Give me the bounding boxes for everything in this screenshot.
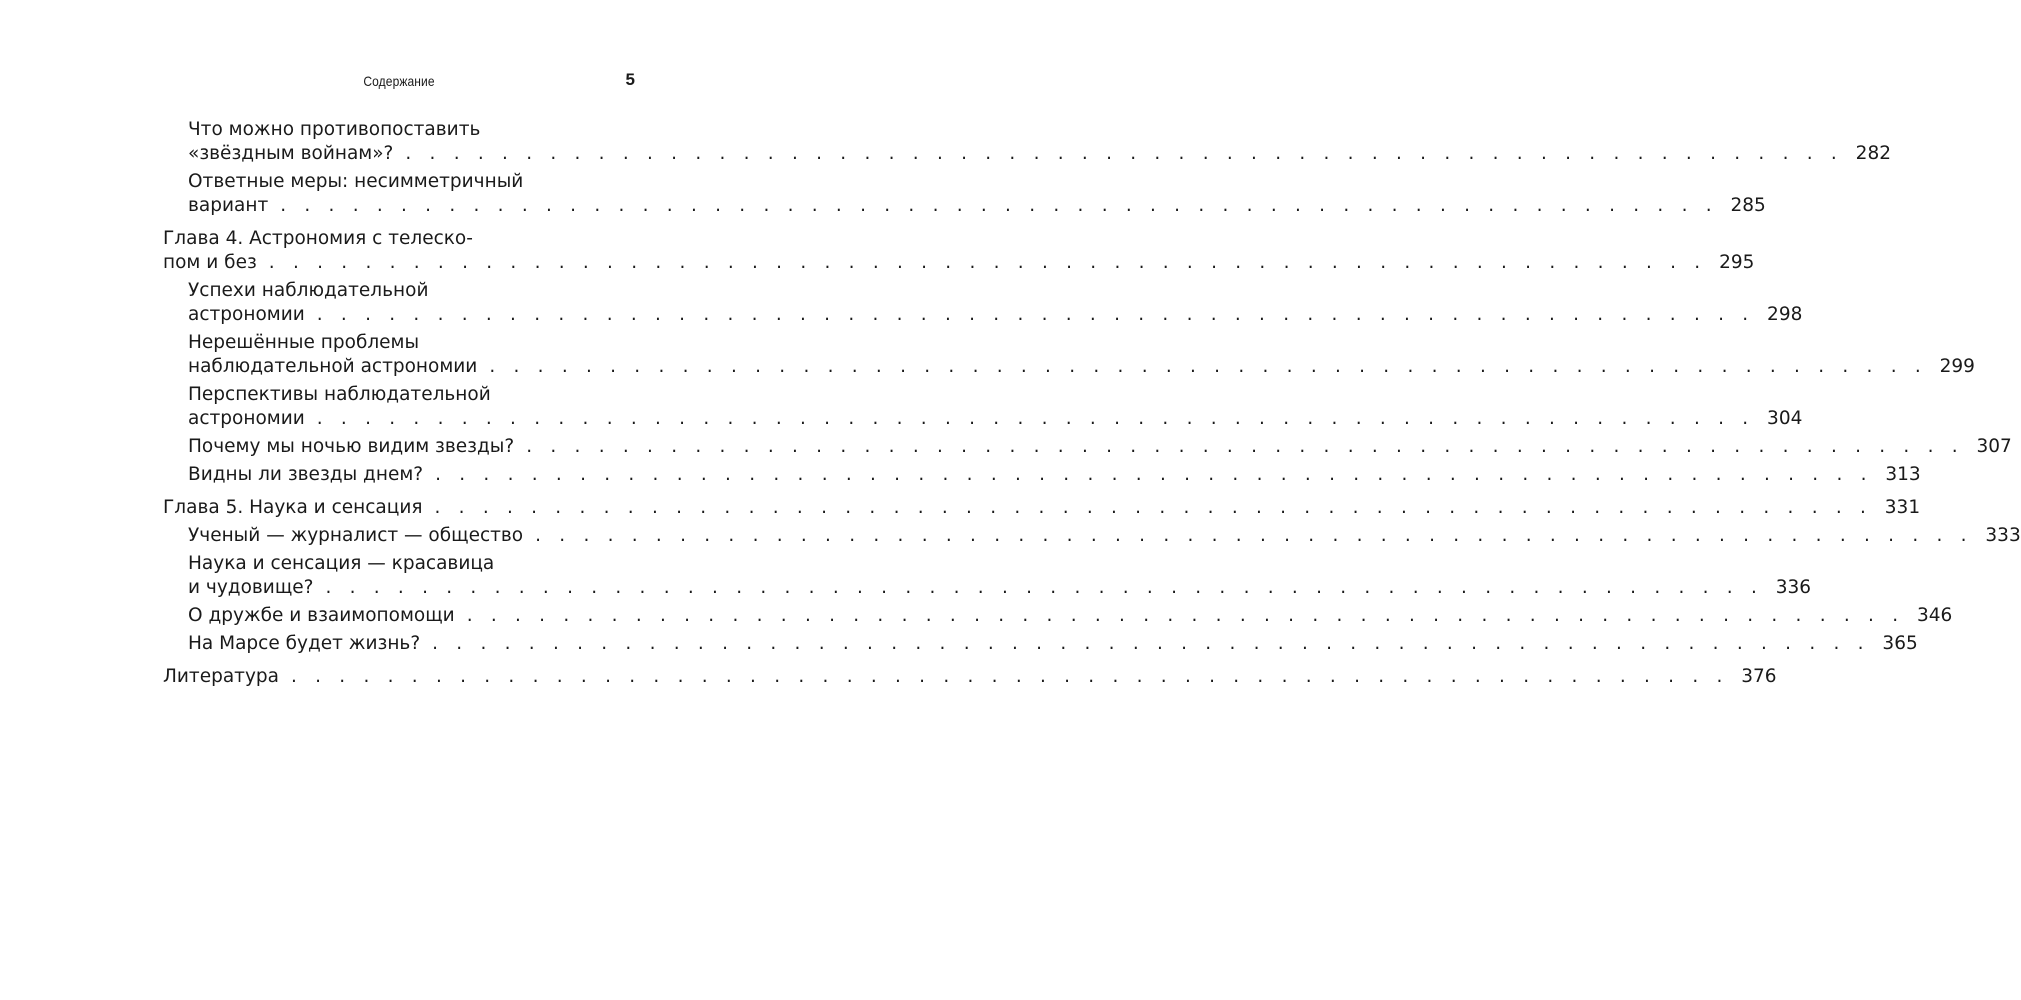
toc-section-entry: [163, 435, 2012, 459]
toc-entry-row: [188, 194, 1766, 218]
dot-leader: . . . . . . . . . . . . . . . . . . . . . . . . . . . . . . . . . . . . . . . . . . . . . . . . . . . . . . . . . . . .: [280, 195, 1718, 216]
dot-leader: . . . . . . . . . . . . . . . . . . . . . . . . . . . . . . . . . . . . . . . . . . . . . . . . . . . . . . . . . . . .: [316, 408, 1755, 429]
toc-entry-row: [188, 407, 1803, 431]
toc-entry-title-line: Глава 4. Астрономия с телеско-: [163, 228, 473, 249]
toc-page-number: 304: [1767, 408, 1803, 429]
toc-page-number: 376: [1741, 666, 1777, 687]
toc-entry-title-line: Видны ли звезды днем?: [188, 464, 424, 485]
toc-entry-title-line: О дружбе и взаимопомощи: [188, 605, 455, 626]
toc-section-entry: [163, 463, 1921, 487]
toc-entry-title-line: и чудовище?: [188, 577, 314, 598]
toc-page-number: 346: [1916, 605, 1953, 626]
toc-section-entry: [163, 632, 1918, 656]
toc-entry-title-line: Литература: [163, 666, 279, 687]
page-number: 5: [625, 70, 635, 89]
toc-entry-title-line: Что можно противопоставить: [188, 119, 481, 140]
toc-entry-row: [188, 355, 1975, 379]
toc-entry-title-line: Нерешённые проблемы: [188, 332, 420, 353]
toc-section-entry: [163, 170, 1766, 218]
toc-entry-title-line: наблюдательной астрономии: [188, 356, 478, 377]
toc-entry-row: [163, 665, 1777, 689]
toc-entry-title-line: Перспективы наблюдательной: [188, 384, 491, 405]
toc-page-number: 282: [1855, 143, 1891, 164]
toc-page-number: 313: [1885, 464, 1921, 485]
toc-entry-row: [188, 435, 2012, 459]
running-title: Содержание: [363, 73, 435, 89]
toc-page-number: 307: [1976, 436, 2012, 457]
toc-entry-title-line: Ответные меры: несимметричный: [188, 171, 524, 192]
toc-section-entry: [163, 604, 1953, 628]
dot-leader: . . . . . . . . . . . . . . . . . . . . . . . . . . . . . . . . . . . . . . . . . . . . . . . . . . . . . . . . . . . .: [316, 304, 1755, 325]
dot-leader: . . . . . . . . . . . . . . . . . . . . . . . . . . . . . . . . . . . . . . . . . . . . . . . . . . . . . . . . . . . .: [535, 525, 1973, 546]
page-header: [163, 70, 635, 94]
toc-page-number: 331: [1884, 497, 1921, 518]
dot-leader: . . . . . . . . . . . . . . . . . . . . . . . . . . . . . . . . . . . . . . . . . . . . . . . . . . . . . . . . . . . .: [325, 577, 1764, 598]
dot-leader: . . . . . . . . . . . . . . . . . . . . . . . . . . . . . . . . . . . . . . . . . . . . . . . . . . . . . . . . . . . .: [405, 143, 1843, 164]
dot-leader: . . . . . . . . . . . . . . . . . . . . . . . . . . . . . . . . . . . . . . . . . . . . . . . . . . . . . . . . . . . .: [434, 497, 1873, 518]
table-of-contents: [163, 118, 2021, 689]
toc-entry-title-line: пом и без: [163, 252, 257, 273]
toc-entry-title-line: Наука и сенсация — красавица: [188, 553, 495, 574]
toc-section-entry: [163, 524, 2021, 548]
toc-entry-title-line: Успехи наблюдательной: [188, 280, 429, 301]
toc-entry-row: [188, 524, 2021, 548]
toc-entry-row: [188, 463, 1921, 487]
toc-entry-row: [188, 142, 1891, 166]
toc-entry-row: [188, 604, 1953, 628]
toc-entry-row: [163, 496, 1921, 520]
toc-page-number: 333: [1985, 525, 2021, 546]
dot-leader: . . . . . . . . . . . . . . . . . . . . . . . . . . . . . . . . . . . . . . . . . . . . . . . . . . . . . . . . . . . .: [466, 605, 1905, 626]
toc-page-number: 295: [1719, 252, 1755, 273]
toc-entry-title-line: Глава 5. Наука и сенсация: [163, 497, 423, 518]
toc-page-number: 365: [1882, 633, 1918, 654]
dot-leader: . . . . . . . . . . . . . . . . . . . . . . . . . . . . . . . . . . . . . . . . . . . . . . . . . . . . . . . . . . . .: [432, 633, 1870, 654]
toc-chapter-entry: [163, 227, 1755, 275]
toc-entry-title-line: астрономии: [188, 304, 305, 325]
toc-section-entry: [163, 383, 1803, 431]
toc-entry-row: [163, 251, 1755, 275]
toc-section-entry: [163, 279, 1803, 327]
toc-section-entry: [163, 331, 1975, 379]
toc-entry-title-line: астрономии: [188, 408, 305, 429]
dot-leader: . . . . . . . . . . . . . . . . . . . . . . . . . . . . . . . . . . . . . . . . . . . . . . . . . . . . . . . . . . . .: [526, 436, 1964, 457]
toc-entry-title-line: Почему мы ночью видим звезды?: [188, 436, 515, 457]
dot-leader: . . . . . . . . . . . . . . . . . . . . . . . . . . . . . . . . . . . . . . . . . . . . . . . . . . . . . . . . . . . .: [290, 666, 1729, 687]
toc-entry-row: [188, 632, 1918, 656]
toc-section-entry: [163, 118, 1891, 166]
dot-leader: . . . . . . . . . . . . . . . . . . . . . . . . . . . . . . . . . . . . . . . . . . . . . . . . . . . . . . . . . . . .: [435, 464, 1873, 485]
toc-chapter-entry: [163, 496, 1921, 520]
toc-chapter-entry: [163, 665, 1777, 689]
toc-entry-title-line: На Марсе будет жизнь?: [188, 633, 421, 654]
toc-page-number: 285: [1730, 195, 1766, 216]
toc-page-number: 336: [1775, 577, 1812, 598]
toc-entry-title-line: Ученый — журналист — общество: [188, 525, 524, 546]
dot-leader: . . . . . . . . . . . . . . . . . . . . . . . . . . . . . . . . . . . . . . . . . . . . . . . . . . . . . . . . . . . .: [489, 356, 1927, 377]
toc-entry-row: [188, 576, 1812, 600]
toc-entry-title-line: «звёздным войнам»?: [188, 143, 394, 164]
toc-entry-title-line: вариант: [188, 195, 269, 216]
toc-entry-row: [188, 303, 1803, 327]
toc-section-entry: [163, 552, 1812, 600]
toc-page-number: 298: [1767, 304, 1803, 325]
dot-leader: . . . . . . . . . . . . . . . . . . . . . . . . . . . . . . . . . . . . . . . . . . . . . . . . . . . . . . . . . . . .: [268, 252, 1707, 273]
toc-page-number: 299: [1939, 356, 1975, 377]
